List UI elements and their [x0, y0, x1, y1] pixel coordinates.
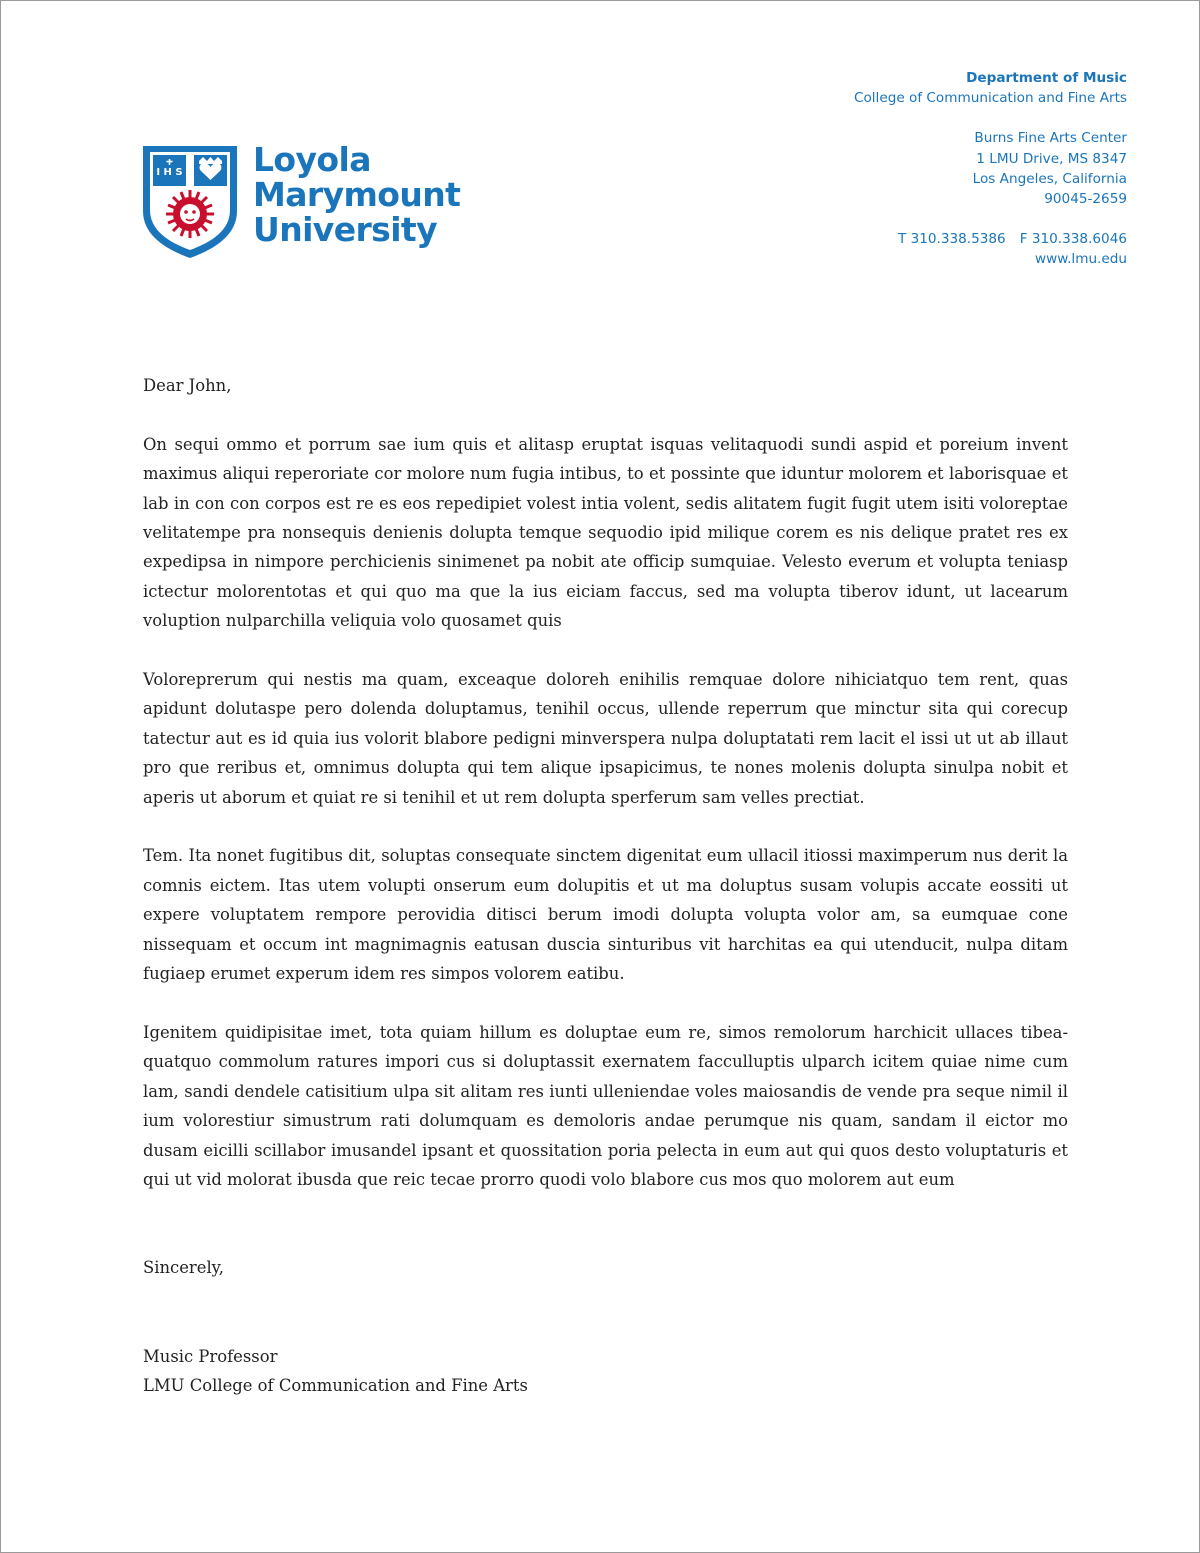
letter-paragraph-2: Voloreprerum qui nestis ma quam, exceaque doloreh enihilis remquae dolore nihiciatquo tem rent, quas apidunt dolutaspe pero dolenda doluptamus, tenihil occus, ullende reperrum que minctur sita qui corecup tatectur aut es id quia ius volorit blabore pedigni minverspera nulpa doluptatati rem lacit el issi ut ut ab illaut pro que reribus et, omnimus dolupta qui tem alique ipsapicimus, te nones molenis dolupta sinulpa nobit et aperis ut aborum et quiat re si tenihil et ut rem dolupta sperferum sam velles prectiat.: [143, 670, 1068, 807]
letter-body: [143, 371, 1068, 1401]
fax-number: F 310.338.6046: [1019, 231, 1127, 248]
letter-paragraph-3: Tem. Ita nonet fugitibus dit, soluptas consequate sinctem digenitat eum ullacil itiossi maximperum nus derit la comnis eictem. Itas utem volupti onserum eum dolupitis et ut ma doluptus susam volupis accate eossiti ut expere voluptatem rempore perovidia ditisci berum imodi dolupta volupta volor am, sa eumquae cone nissequam et occum int magnimagnis eatusan duscia sinturibus vit harchitas ea qui utenducit, nulpa ditam fugiaep erumet experum idem res simpos volorem eatibu.: [143, 846, 1068, 984]
wordmark-line-1: Loyola: [253, 140, 371, 179]
letter-paragraph-1: On sequi ommo et porrum sae ium quis et alitasp eruptat isquas velitaquodi sundi aspid et poreium invent maximus aliqui reperoriate cor molore num fugia intibus, to et possinte que iduntur molorem et laborisquae et lab in con con corpos est re es eos repedipiet volest intia volent, sedis alitatem fugit fugit utem isiti voloreptae velitatempe pra nonsequis denienis dolupta temque sequodio ipid milique corem es nis delique pratet res ex expedipsa in nimpore perchicienis sinimenet pa nobit ate officip sumquiae. Velesto everum et volupta teniasp ictectur molorentotas et qui quo ma que la ius eiciam faccus, sed ma volupta tiberov idunt, ut lacearum voluption nulparchilla veliquia volo quosamet quis: [143, 434, 1068, 631]
city-state: Los Angeles, California: [972, 170, 1127, 187]
department-name: Department of Music: [966, 70, 1127, 86]
wordmark-line-2: Marymount: [253, 175, 461, 214]
university-wordmark: [253, 142, 460, 247]
telephone-number: T 310.338.5386: [897, 231, 1006, 248]
contact-block: [854, 68, 1127, 270]
street-address: 1 LMU Drive, MS 8347: [976, 150, 1127, 167]
college-name: College of Communication and Fine Arts: [853, 90, 1127, 107]
website-link[interactable]: www.lmu.edu: [1035, 251, 1127, 268]
signature-title: Music Professor: [143, 1346, 278, 1366]
zip-code: 90045-2659: [1044, 191, 1127, 208]
wordmark-line-3: University: [253, 210, 438, 249]
letter-paragraph-4: Igenitem quidipisitae imet, tota quiam hillum es doluptae eum re, simos remolorum harchicit ullaces tibeaquatquo commolum ratures impori cus si doluptassit exernatem facculluptis ulparch icitem quiae nime cum lam, sandi dendele catisitium ulpa sit alitam res iunti ulleniendae voles maiosandis de vende pra seque nimil il ium volorestiur simustrum rati dolumquam es demoloris andae perumque nis quam, sandam il eictor mo dusam eicilli scillabor imusandel ipsant et quossitation poria pelecta in eum aut qui quos desto voluptaturis et qui ut vid molorat ibusda que reic tecae prorro quodi volo blabore cus mos quo molorem aut eum: [143, 1022, 1068, 1189]
svg-text:I H S: I H S: [156, 167, 183, 178]
phone-fax-line: [854, 229, 1127, 249]
building-name: Burns Fine Arts Center: [974, 130, 1127, 147]
letter-closing: Sincerely,: [143, 1258, 224, 1278]
signature-organization: LMU College of Communication and Fine Arts: [143, 1376, 528, 1396]
letter-greeting: Dear John,: [143, 376, 232, 395]
lmu-shield-crest-icon: [141, 143, 239, 261]
university-logo: [141, 140, 461, 261]
